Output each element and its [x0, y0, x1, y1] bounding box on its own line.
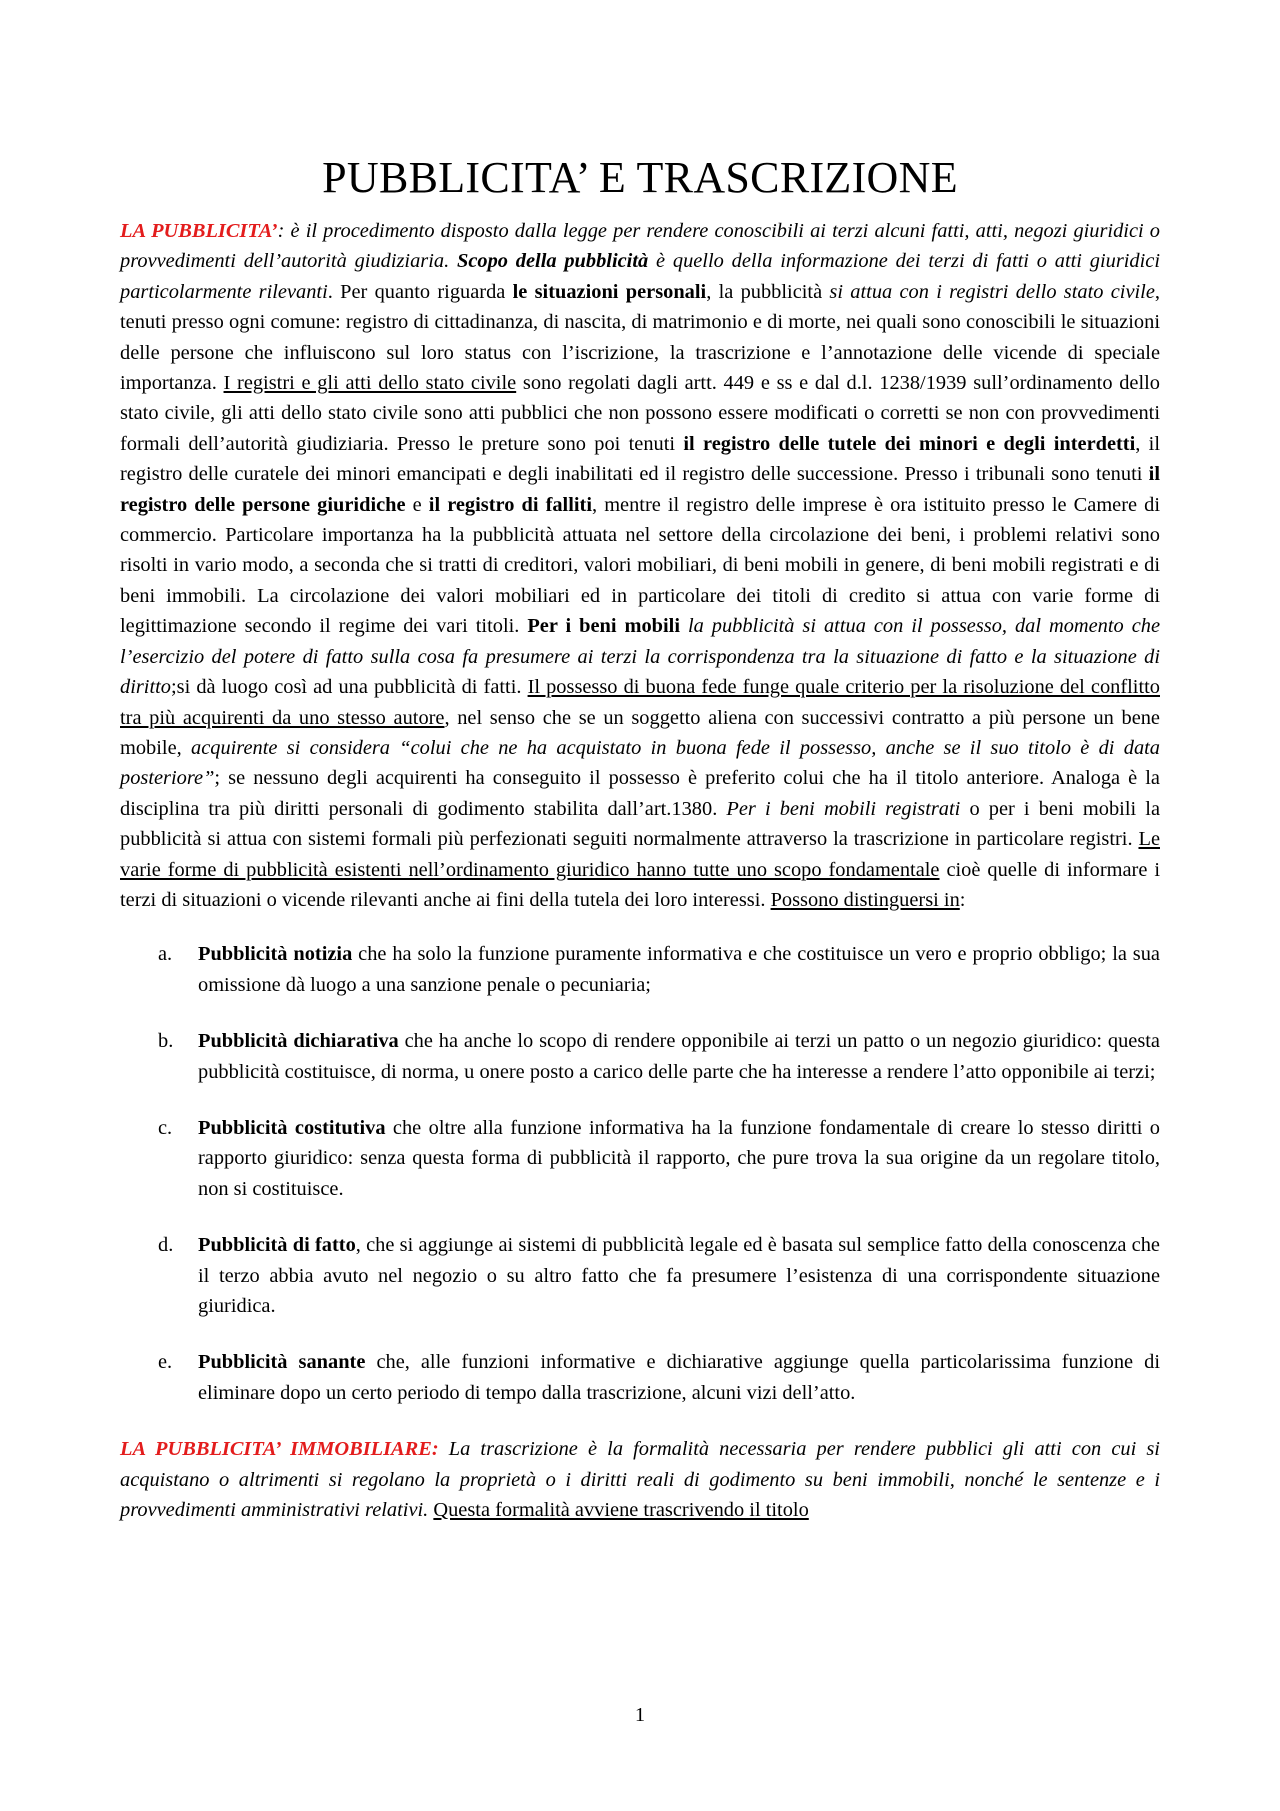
text-run: I registri e gli atti dello stato civile [223, 372, 517, 395]
text-run: la pubblicità si attua con il possesso, dal momento che l’esercizio del potere di fatto sulla cosa fa presumere ai terzi la corrispondenza tra la situazione di fatto e la situazione di diritto [120, 615, 1160, 699]
text-run: Per i beni mobili registrati [726, 797, 961, 820]
text-run: sono regolati dagli artt. 449 e ss e dal d.l. 1238/1939 sull’ordinamento dello stato civile, gli atti dello stato civile sono atti pubblici che non possono essere modificati o corretti se non con provvedimenti formali dell’autorità giudiziaria. Presso le preture sono poi tenuti [120, 372, 1160, 455]
text-run: ;si dà luogo così ad una pubblicità di fatti. [171, 676, 528, 699]
page-number: 1 [634, 1704, 646, 1726]
text-run: La trascrizione è la formalità necessaria per rendere pubblici gli atti con cui si acquistano o altrimenti si regolano la proprietà o i diritti reali di godimento su beni immobili, nonché le sentenze e i provvedimenti amministrativi relativi [120, 1438, 1160, 1522]
text-run: il registro delle tutele dei minori e degli interdetti [683, 432, 1136, 455]
section-heading-immobiliare: LA PUBBLICITA’ IMMOBILIARE: [120, 1438, 439, 1461]
text-run: : è il procedimento disposto dalla legge per rendere conoscibili ai terzi alcuni fatti, atti, negozi giuridici o provvedimenti dell’autorità giudiziaria. [120, 220, 1161, 273]
text-run: , la pubblicità [706, 280, 830, 303]
list-term: Pubblicità costitutiva [198, 1116, 386, 1139]
list-term: Pubblicità sanante [198, 1351, 366, 1374]
text-run: . Per quanto riguarda [327, 280, 513, 303]
list-item [120, 1113, 1160, 1204]
paragraph-pubblicita [120, 216, 1160, 915]
text-run: o per i beni mobili la pubblicità si attua con sistemi formali più perfezionati seguiti normalmente attraverso la trascrizione in particolare registri. [120, 797, 1160, 851]
list-term: Pubblicità dichiarativa [198, 1030, 399, 1053]
list-text: che, alle funzioni informative e dichiarative aggiunge quella particolarissima funzione di eliminare dopo un certo periodo di tempo dalla trascrizione, alcuni vizi dell’atto. [198, 1351, 1161, 1404]
paragraph-pubblicita-immobiliare [120, 1434, 1160, 1525]
text-run: . [423, 1499, 434, 1522]
document-page [120, 150, 1160, 1525]
text-run: , il registro delle curatele dei minori emancipati e degli inabilitati ed il registro delle successione. Presso i tribunali sono tenuti [120, 432, 1160, 486]
list-item [120, 1026, 1160, 1087]
text-run: il registro delle persone giuridiche [120, 463, 1160, 516]
text-run: , mentre il registro delle imprese è ora istituito presso le Camere di commercio. Particolare importanza ha la pubblicità attuata nel settore della circolazione dei beni, i problemi relativi sono risolti in vario modo, a seconda che si tratti di creditori, valori mobiliari, di beni mobili in genere, di beni mobili registrati e di beni immobili. La circolazione dei valori mobiliari ed in particolare dei titoli di credito si attua con varie forme di legittimazione secondo il regime dei vari titoli. [120, 493, 1161, 638]
list-text: , che si aggiunge ai sistemi di pubblicità legale ed è basata sul semplice fatto della conoscenza che il terzo abbia avuto nel negozio o su altro fatto che fa presumere l’esistenza di una corrispondente situazione giuridica. [198, 1234, 1160, 1317]
list-marker: b. [158, 1030, 174, 1053]
text-run: il registro di falliti [428, 493, 593, 516]
list-text: che ha anche lo scopo di rendere opponibile ai terzi un patto o un negozio giuridico: questa pubblicità costituisce, di norma, u onere posto a carico delle parte che ha interesse a rendere l’atto opponibile ai terzi; [198, 1030, 1160, 1083]
text-run: Scopo della pubblicità [457, 250, 649, 273]
text-run: e [405, 493, 429, 516]
list-marker: a. [158, 943, 173, 966]
text-run: si attua con i registri dello stato civile [829, 280, 1155, 303]
list-item [120, 939, 1160, 1000]
text-run: cioè quelle di informare i terzi di situazioni o vicende rilevanti anche ai fini della tutela dei loro interessi. [120, 858, 1161, 911]
text-run: Per i beni mobili [527, 615, 680, 638]
section-heading-pubblicita: LA PUBBLICITA’ [120, 220, 278, 242]
text-run: : [959, 888, 966, 911]
text-run: , tenuti presso ogni comune: registro di cittadinanza, di nascita, di matrimonio e di morte, nei quali sono conoscibili le situazioni delle persone che influiscono sul loro status con l’iscrizione, la trascrizione e l’annotazione delle vicende di speciale importanza. [120, 280, 1161, 395]
text-run: è quello della informazione dei terzi di fatti o atti giuridici particolarmente rilevanti [120, 250, 1161, 303]
list-term: Pubblicità di fatto [198, 1234, 356, 1257]
text-run [680, 615, 688, 637]
text-run: Possono distinguersi in [770, 888, 960, 911]
text-run: ; se nessuno degli acquirenti ha conseguito il possesso è preferito colui che ha il titolo anteriore. Analoga è la disciplina tra più diritti personali di godimento stabilita dall’art.1380. [120, 767, 1160, 820]
text-run: Questa formalità avviene trascrivendo il titolo [433, 1499, 809, 1522]
list-item [120, 1230, 1160, 1321]
types-list [120, 939, 1160, 1408]
text-run: le situazioni personali [512, 280, 707, 303]
text-run: Le varie forme di pubblicità esistenti nell’ordinamento giuridico hanno tutte uno scopo fondamentale [120, 828, 1160, 881]
list-marker: c. [158, 1116, 173, 1139]
page-title: PUBBLICITA’ E TRASCRIZIONE [322, 153, 958, 202]
text-run: , nel senso che se un soggetto aliena con successivi contratto a più persone un bene mobile, [120, 706, 1160, 759]
list-marker: d. [158, 1234, 174, 1257]
list-term: Pubblicità notizia [198, 943, 353, 966]
list-item [120, 1347, 1160, 1408]
text-run: acquirente si considera “colui che ne ha acquistato in buona fede il possesso, anche se il suo titolo è di data posteriore” [120, 736, 1160, 790]
list-text: che ha solo la funzione puramente informativa e che costituisce un vero e proprio obbligo; la sua omissione dà luogo a una sanzione penale o pecuniaria; [198, 943, 1160, 996]
list-text: che oltre alla funzione informativa ha la funzione fondamentale di creare lo stesso diritti o rapporto giuridico: senza questa forma di pubblicità il rapporto, che pure trova la sua origine da un regolare titolo, non si costituisce. [198, 1116, 1161, 1200]
text-run [439, 1438, 449, 1460]
list-marker: e. [158, 1351, 173, 1374]
text-run: Il possesso di buona fede funge quale criterio per la risoluzione del conflitto tra più acquirenti da uno stesso autore [120, 676, 1160, 729]
